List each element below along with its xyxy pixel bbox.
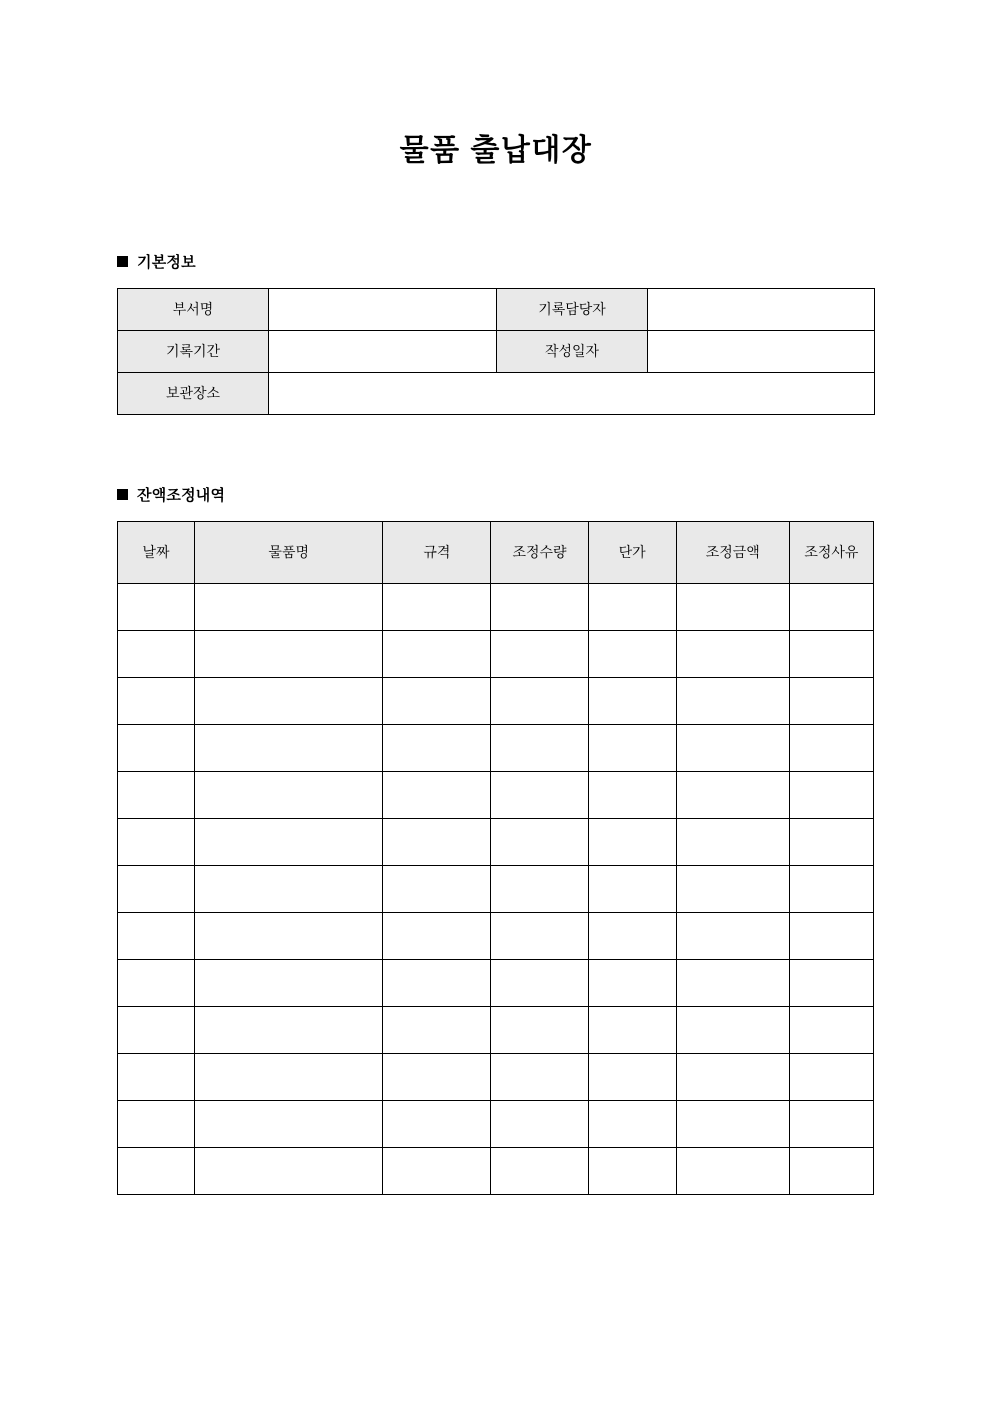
column-header-unit-price: 단가: [588, 522, 676, 584]
field-label-recorder: 기록담당자: [497, 289, 648, 331]
cell-adjust-reason[interactable]: [789, 960, 873, 1007]
column-header-adjust-qty: 조정수량: [491, 522, 588, 584]
cell-unit-price[interactable]: [588, 1101, 676, 1148]
table-row: [118, 373, 875, 415]
table-row: [118, 289, 875, 331]
cell-unit-price[interactable]: [588, 1054, 676, 1101]
cell-adjust-reason[interactable]: [789, 584, 873, 631]
field-label-storage-location: 보관장소: [118, 373, 269, 415]
cell-spec[interactable]: [383, 631, 491, 678]
cell-adjust-qty[interactable]: [491, 725, 588, 772]
column-header-spec: 규격: [383, 522, 491, 584]
cell-adjust-amount[interactable]: [676, 819, 789, 866]
cell-item-name[interactable]: [195, 819, 383, 866]
section-heading-basic-info: [117, 251, 196, 272]
cell-date[interactable]: [118, 960, 195, 1007]
adjustment-table-body: [118, 584, 874, 1195]
table-row: [118, 1148, 874, 1195]
table-row: [118, 1054, 874, 1101]
cell-unit-price[interactable]: [588, 1148, 676, 1195]
cell-adjust-qty[interactable]: [491, 584, 588, 631]
cell-item-name[interactable]: [195, 584, 383, 631]
cell-adjust-reason[interactable]: [789, 913, 873, 960]
cell-date[interactable]: [118, 866, 195, 913]
cell-date[interactable]: [118, 913, 195, 960]
cell-spec[interactable]: [383, 960, 491, 1007]
field-label-record-period: 기록기간: [118, 331, 269, 373]
cell-date[interactable]: [118, 1007, 195, 1054]
cell-date[interactable]: [118, 772, 195, 819]
cell-unit-price[interactable]: [588, 725, 676, 772]
cell-adjust-reason[interactable]: [789, 1054, 873, 1101]
cell-adjust-qty[interactable]: [491, 1101, 588, 1148]
table-row: [118, 960, 874, 1007]
cell-item-name[interactable]: [195, 1007, 383, 1054]
page-title: 물품 출납대장: [399, 134, 593, 167]
cell-adjust-reason[interactable]: [789, 678, 873, 725]
field-label-department: 부서명: [118, 289, 269, 331]
table-row: [118, 1101, 874, 1148]
table-row: [118, 913, 874, 960]
table-row: [118, 631, 874, 678]
cell-unit-price[interactable]: [588, 631, 676, 678]
adjustment-details-table: [117, 521, 874, 1195]
table-header-row: [118, 522, 874, 584]
cell-item-name[interactable]: [195, 1148, 383, 1195]
cell-adjust-amount[interactable]: [676, 725, 789, 772]
cell-spec[interactable]: [383, 678, 491, 725]
cell-adjust-amount[interactable]: [676, 1007, 789, 1054]
cell-item-name[interactable]: [195, 1101, 383, 1148]
cell-item-name[interactable]: [195, 866, 383, 913]
cell-adjust-amount[interactable]: [676, 1101, 789, 1148]
cell-spec[interactable]: [383, 1101, 491, 1148]
cell-adjust-reason[interactable]: [789, 725, 873, 772]
cell-date[interactable]: [118, 631, 195, 678]
table-row: [118, 772, 874, 819]
cell-adjust-qty[interactable]: [491, 819, 588, 866]
section-heading-adjustment-details: [117, 484, 225, 505]
square-bullet-icon: [117, 489, 128, 500]
cell-adjust-reason[interactable]: [789, 866, 873, 913]
cell-adjust-amount[interactable]: [676, 631, 789, 678]
table-row: [118, 866, 874, 913]
cell-unit-price[interactable]: [588, 584, 676, 631]
cell-item-name[interactable]: [195, 1054, 383, 1101]
cell-unit-price[interactable]: [588, 913, 676, 960]
basic-info-table: [117, 288, 875, 415]
cell-date[interactable]: [118, 1101, 195, 1148]
cell-unit-price[interactable]: [588, 866, 676, 913]
cell-item-name[interactable]: [195, 772, 383, 819]
cell-adjust-reason[interactable]: [789, 819, 873, 866]
cell-adjust-qty[interactable]: [491, 1148, 588, 1195]
cell-spec[interactable]: [383, 772, 491, 819]
cell-adjust-amount[interactable]: [676, 584, 789, 631]
column-header-date: 날짜: [118, 522, 195, 584]
cell-date[interactable]: [118, 1148, 195, 1195]
cell-spec[interactable]: [383, 866, 491, 913]
cell-unit-price[interactable]: [588, 772, 676, 819]
field-value-recorder[interactable]: [648, 289, 875, 331]
cell-adjust-reason[interactable]: [789, 631, 873, 678]
cell-spec[interactable]: [383, 1054, 491, 1101]
cell-adjust-qty[interactable]: [491, 913, 588, 960]
cell-item-name[interactable]: [195, 678, 383, 725]
cell-spec[interactable]: [383, 584, 491, 631]
cell-adjust-qty[interactable]: [491, 678, 588, 725]
cell-adjust-qty[interactable]: [491, 1007, 588, 1054]
cell-spec[interactable]: [383, 1007, 491, 1054]
table-row: [118, 331, 875, 373]
column-header-item-name: 물품명: [195, 522, 383, 584]
table-row: [118, 819, 874, 866]
cell-adjust-qty[interactable]: [491, 631, 588, 678]
cell-unit-price[interactable]: [588, 1007, 676, 1054]
cell-date[interactable]: [118, 678, 195, 725]
cell-date[interactable]: [118, 725, 195, 772]
cell-adjust-qty[interactable]: [491, 772, 588, 819]
cell-adjust-amount[interactable]: [676, 960, 789, 1007]
field-value-created-date[interactable]: [648, 331, 875, 373]
cell-adjust-reason[interactable]: [789, 1148, 873, 1195]
column-header-adjust-amount: 조정금액: [676, 522, 789, 584]
cell-item-name[interactable]: [195, 960, 383, 1007]
cell-item-name[interactable]: [195, 913, 383, 960]
cell-item-name[interactable]: [195, 725, 383, 772]
cell-unit-price[interactable]: [588, 678, 676, 725]
cell-date[interactable]: [118, 584, 195, 631]
cell-spec[interactable]: [383, 819, 491, 866]
section-heading-basic-info-label: 기본정보: [137, 254, 196, 271]
cell-item-name[interactable]: [195, 631, 383, 678]
column-header-adjust-reason: 조정사유: [789, 522, 873, 584]
cell-adjust-reason[interactable]: [789, 772, 873, 819]
cell-adjust-amount[interactable]: [676, 1054, 789, 1101]
cell-adjust-qty[interactable]: [491, 866, 588, 913]
table-row: [118, 1007, 874, 1054]
cell-unit-price[interactable]: [588, 819, 676, 866]
cell-spec[interactable]: [383, 913, 491, 960]
cell-date[interactable]: [118, 819, 195, 866]
cell-adjust-amount[interactable]: [676, 866, 789, 913]
cell-adjust-qty[interactable]: [491, 1054, 588, 1101]
table-row: [118, 725, 874, 772]
field-label-created-date: 작성일자: [497, 331, 648, 373]
field-value-department[interactable]: [269, 289, 497, 331]
cell-date[interactable]: [118, 1054, 195, 1101]
cell-adjust-amount[interactable]: [676, 1148, 789, 1195]
cell-adjust-amount[interactable]: [676, 913, 789, 960]
cell-spec[interactable]: [383, 1148, 491, 1195]
table-row: [118, 678, 874, 725]
cell-adjust-qty[interactable]: [491, 960, 588, 1007]
square-bullet-icon: [117, 256, 128, 267]
cell-adjust-reason[interactable]: [789, 1007, 873, 1054]
cell-spec[interactable]: [383, 725, 491, 772]
cell-adjust-reason[interactable]: [789, 1101, 873, 1148]
table-row: [118, 584, 874, 631]
field-value-storage-location[interactable]: [269, 373, 875, 415]
field-value-record-period[interactable]: [269, 331, 497, 373]
cell-unit-price[interactable]: [588, 960, 676, 1007]
cell-adjust-amount[interactable]: [676, 678, 789, 725]
cell-adjust-amount[interactable]: [676, 772, 789, 819]
section-heading-adjustment-details-label: 잔액조정내역: [137, 487, 226, 504]
